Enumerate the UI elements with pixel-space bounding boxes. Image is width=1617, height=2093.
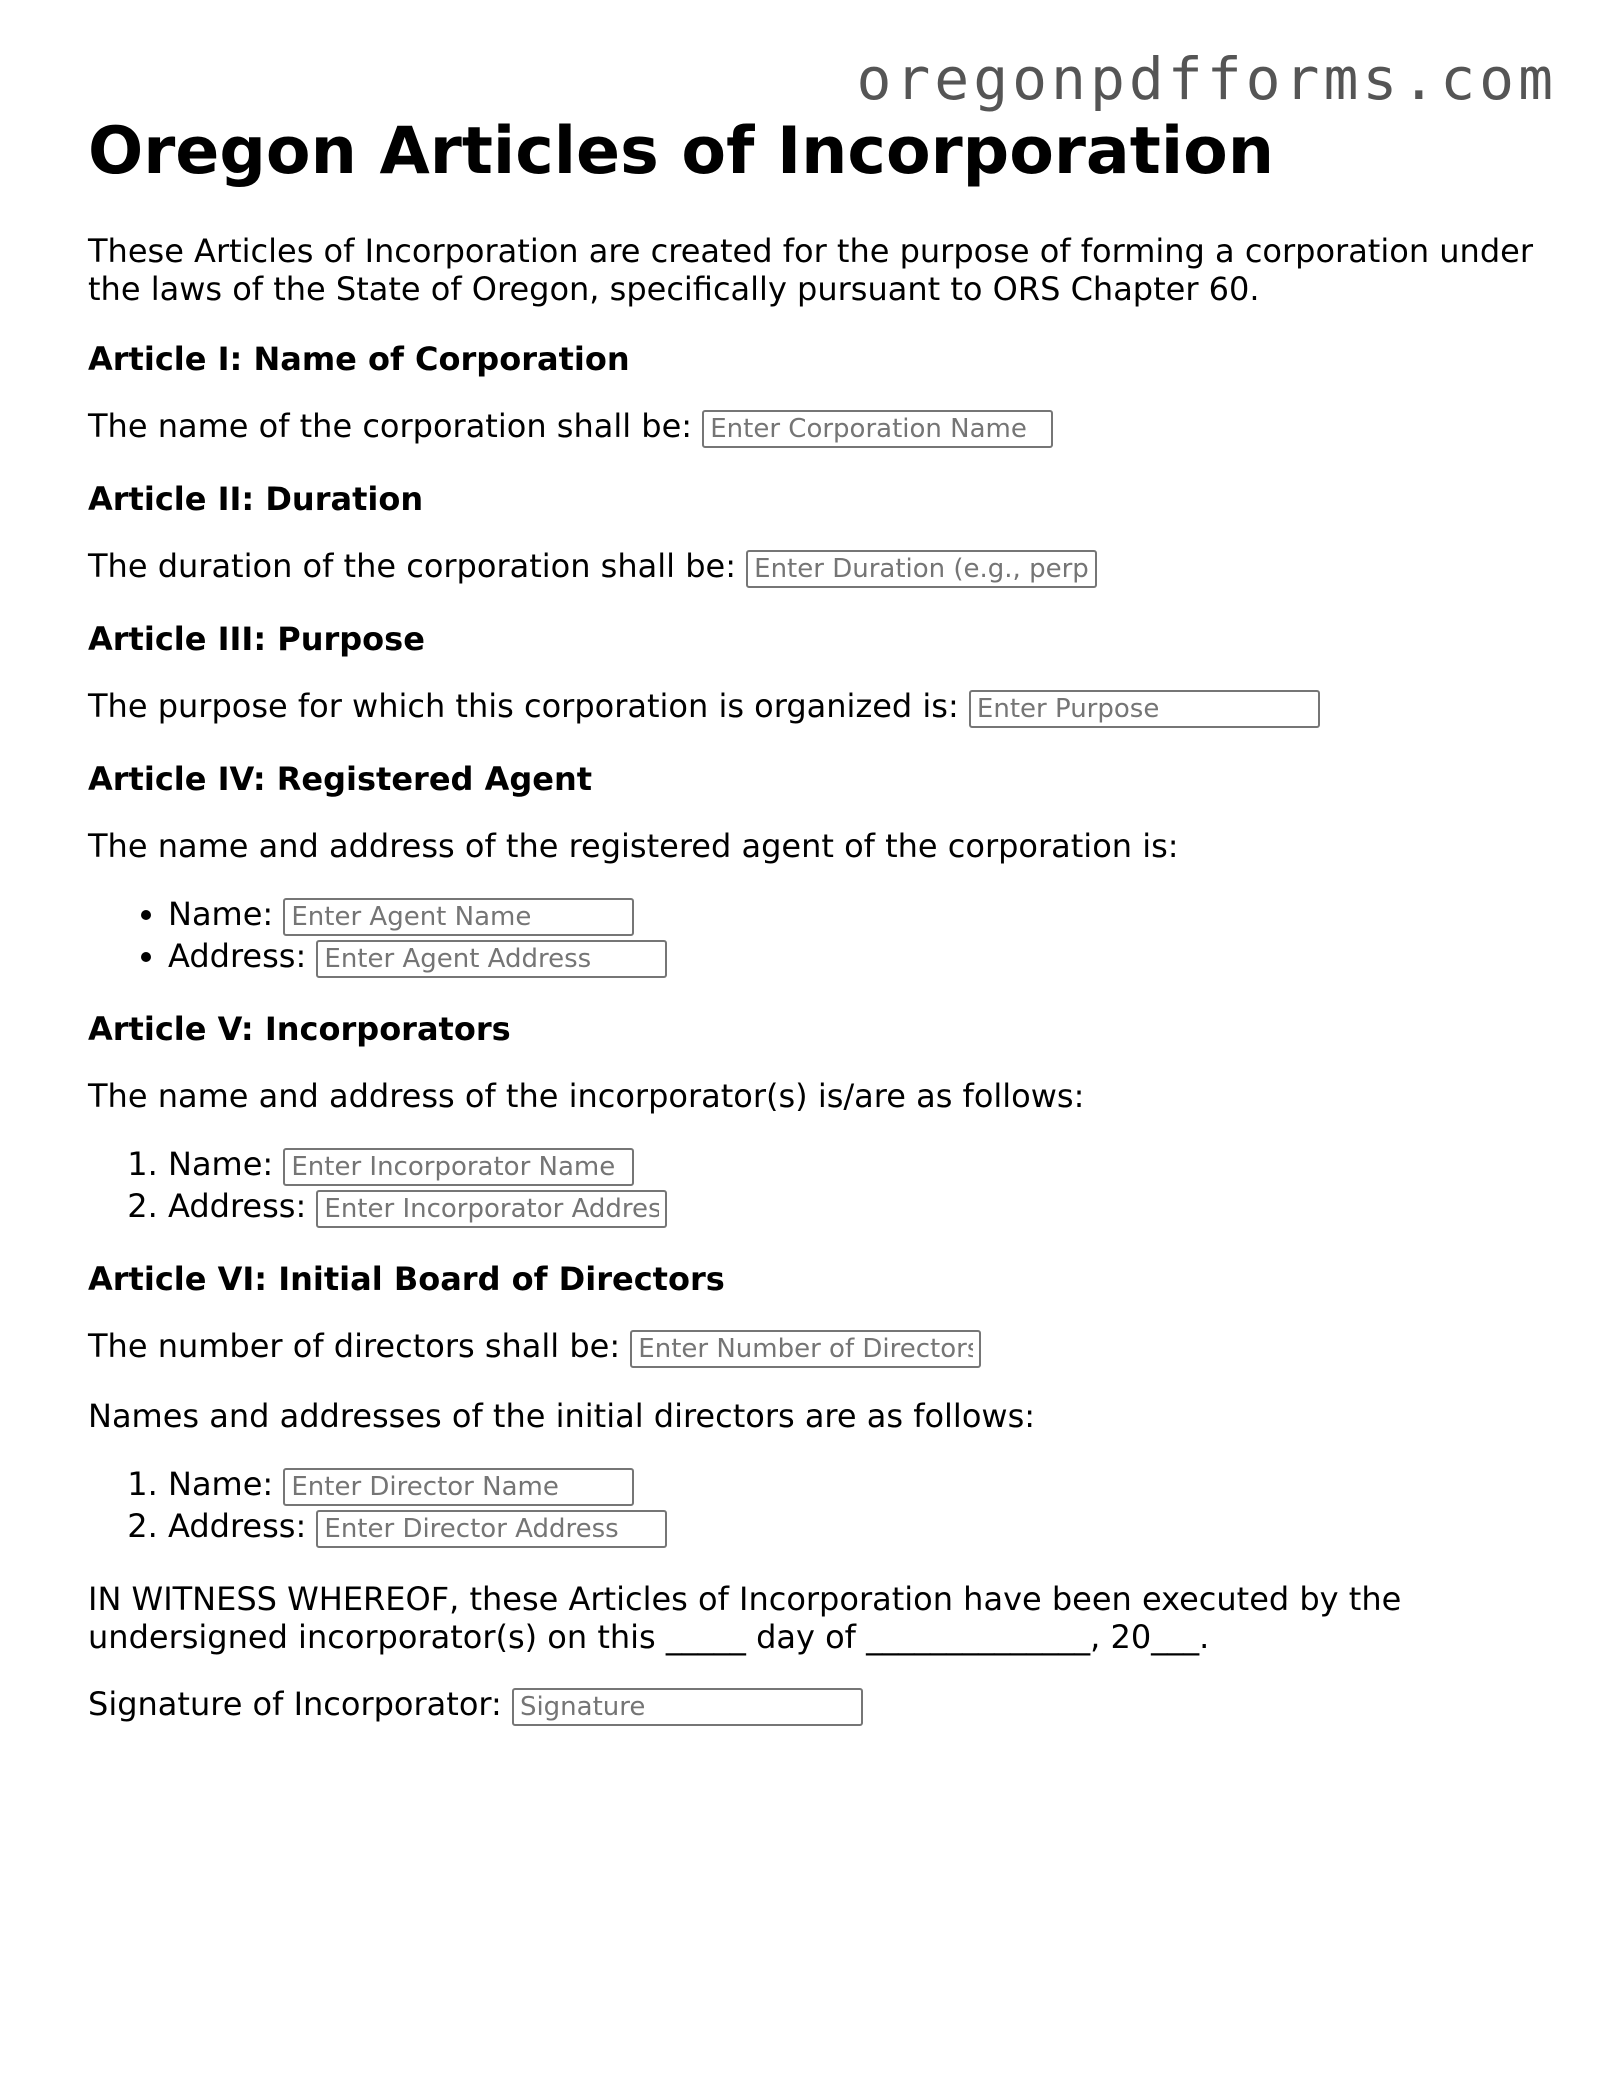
article-6-number-line xyxy=(88,1326,1538,1368)
agent-address-input[interactable] xyxy=(316,940,667,978)
registered-agent-list xyxy=(88,894,1538,978)
article-4-text: The name and address of the registered agent of the corporation is: xyxy=(88,827,1179,865)
article-2-text: The duration of the corporation shall be: xyxy=(88,547,736,585)
agent-address-label: Address: xyxy=(168,937,307,975)
page-title: Oregon Articles of Incorporation xyxy=(88,114,1275,189)
duration-input[interactable] xyxy=(746,550,1097,588)
article-6-number-text: The number of directors shall be: xyxy=(88,1327,621,1365)
incorporator-name-input[interactable] xyxy=(283,1148,634,1186)
site-watermark: oregonpdfforms.com xyxy=(856,45,1557,113)
list-item xyxy=(168,936,1538,978)
list-item xyxy=(168,1464,1538,1506)
incorporators-list xyxy=(88,1144,1538,1228)
article-1-text: The name of the corporation shall be: xyxy=(88,407,693,445)
list-item xyxy=(168,1144,1538,1186)
article-3-heading: Article III: Purpose xyxy=(88,620,425,658)
article-1-heading: Article I: Name of Corporation xyxy=(88,340,630,378)
incorporator-address-label: Address: xyxy=(168,1187,307,1225)
article-5-heading: Article V: Incorporators xyxy=(88,1010,511,1048)
list-item xyxy=(168,1506,1538,1548)
agent-name-input[interactable] xyxy=(283,898,634,936)
number-of-directors-input[interactable] xyxy=(630,1330,981,1368)
signature-label: Signature of Incorporator: xyxy=(88,1685,502,1723)
article-5-text: The name and address of the incorporator(s) is/are as follows: xyxy=(88,1077,1085,1115)
incorporator-address-input[interactable] xyxy=(316,1190,667,1228)
signature-input[interactable] xyxy=(512,1688,863,1726)
purpose-input[interactable] xyxy=(969,690,1320,728)
article-6-heading: Article VI: Initial Board of Directors xyxy=(88,1260,725,1298)
list-item xyxy=(168,1186,1538,1228)
signature-line xyxy=(88,1684,1538,1726)
director-name-input[interactable] xyxy=(283,1468,634,1506)
article-1-line xyxy=(88,406,1538,448)
witness-statement: IN WITNESS WHEREOF, these Articles of Incorporation have been executed by the undersigned incorporator(s) on this _____ day of ______________, 20___. xyxy=(88,1580,1402,1656)
document-body xyxy=(88,112,1538,1726)
article-2-line xyxy=(88,546,1538,588)
article-3-line xyxy=(88,686,1538,728)
article-2-heading: Article II: Duration xyxy=(88,480,424,518)
incorporator-name-label: Name: xyxy=(168,1145,274,1183)
list-item xyxy=(168,894,1538,936)
article-3-text: The purpose for which this corporation is organized is: xyxy=(88,687,959,725)
agent-name-label: Name: xyxy=(168,895,274,933)
director-address-label: Address: xyxy=(168,1507,307,1545)
director-name-label: Name: xyxy=(168,1465,274,1503)
corporation-name-input[interactable] xyxy=(702,410,1053,448)
directors-list xyxy=(88,1464,1538,1548)
director-address-input[interactable] xyxy=(316,1510,667,1548)
article-6-names-text: Names and addresses of the initial directors are as follows: xyxy=(88,1397,1036,1435)
article-4-heading: Article IV: Registered Agent xyxy=(88,760,593,798)
intro-paragraph: These Articles of Incorporation are created for the purpose of forming a corporation under the laws of the State of Oregon, specifically pursuant to ORS Chapter 60. xyxy=(88,232,1533,308)
